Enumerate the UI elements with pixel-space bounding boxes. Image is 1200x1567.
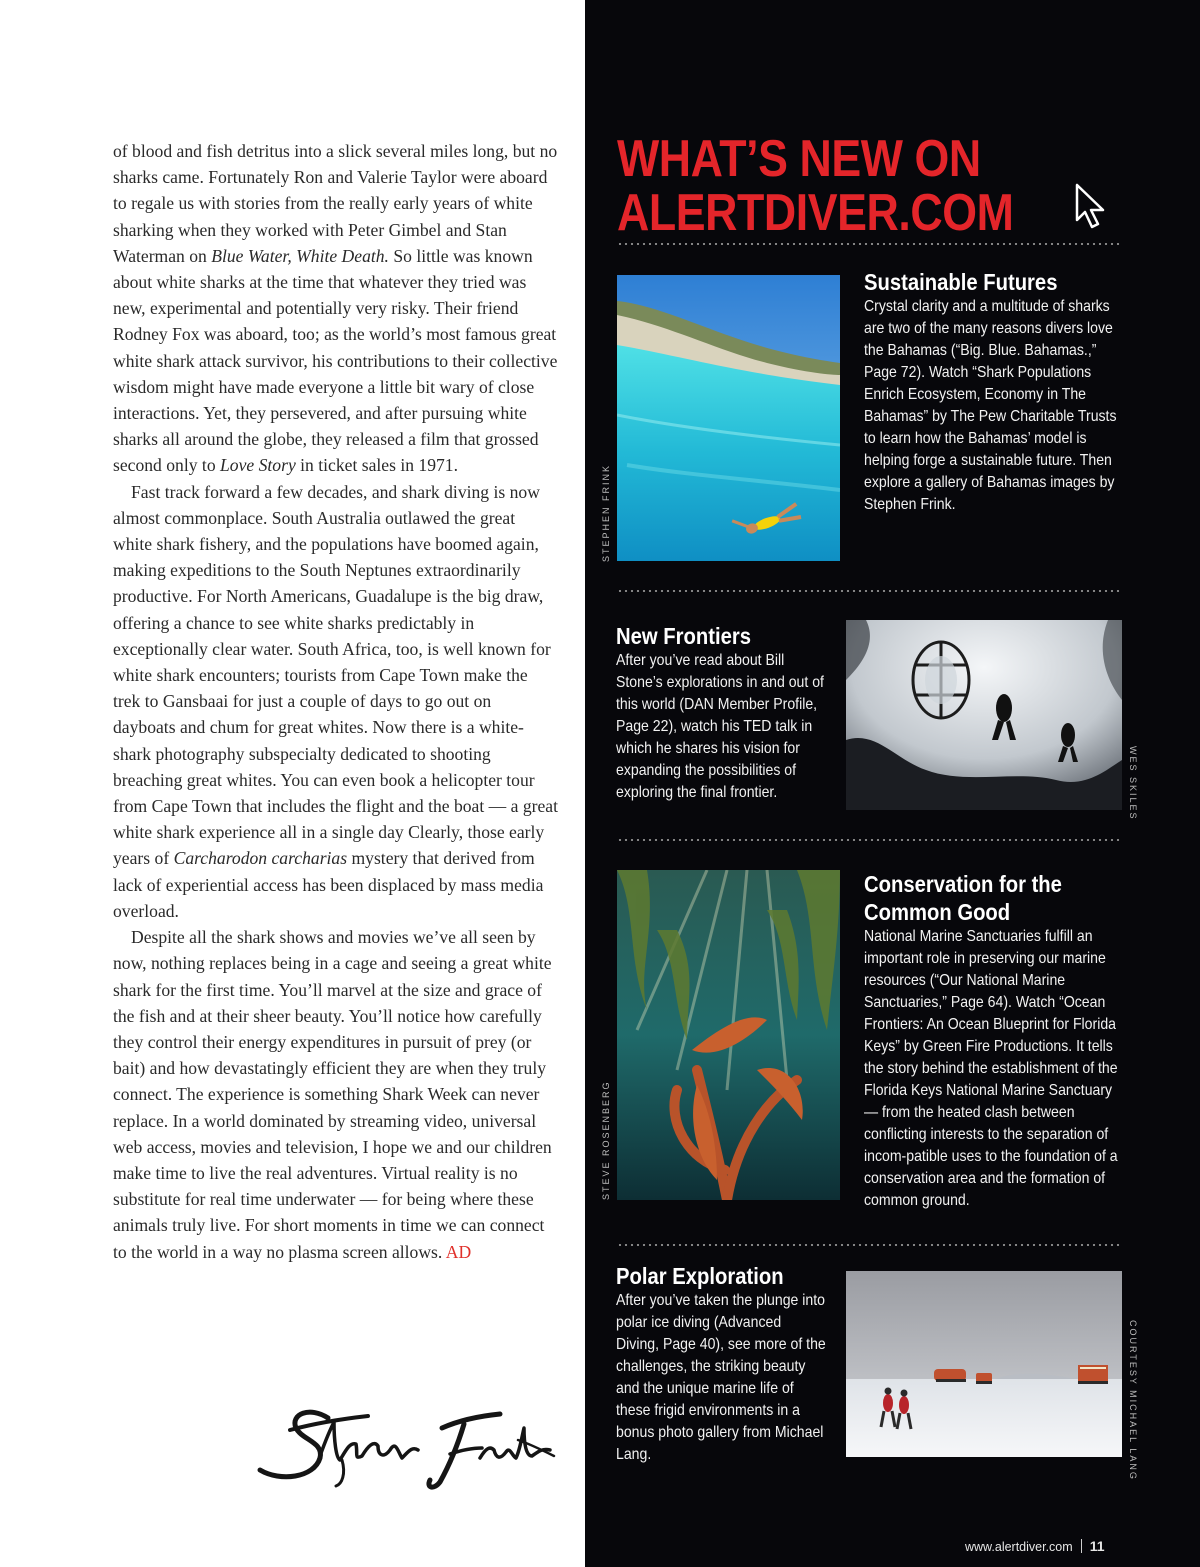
story-body: After you’ve taken the plunge into polar ice diving (Advanced Diving, Page 40), see more of the challenges, the striking beauty and the unique marine life of these frigid environments in a bonus photo gallery from Michael Lang. (616, 1292, 826, 1463)
polar-ice-camp-photo[interactable] (846, 1271, 1122, 1457)
bahamas-beach-photo[interactable] (617, 275, 840, 561)
page-number: 11 (1089, 1538, 1105, 1554)
article-text: Fast track forward a few decades, and shark diving is now almost commonplace. South Australia outlawed the great white shark fishery, and the populations have boomed again, making expeditions to the South Neptunes extraordinarily productive. For North Americans, Guadalupe is the big draw, offering a chance to see white sharks predictably in exceptionally clear water. South Africa, too, is well known for white shark encounters; tourists from Cape Town make the trek to Gansbaai for just a couple of days to go out on dayboats and chum for great whites. Now there is a white-shark photography subspecialty dedicated to shooting breaching great whites. You can even book a helicopter tour from Cape Town that includes the flight and the boat — a great white shark experience all in a single day Clearly, those early years of (113, 481, 559, 869)
story-title[interactable]: Polar Exploration (616, 1263, 784, 1289)
species-name: Carcharodon carcharias (173, 848, 348, 869)
cave-divers-photo[interactable] (846, 620, 1122, 810)
article-paragraph-3 (113, 924, 558, 1265)
whats-new-panel (585, 0, 1200, 1567)
story-polar-exploration (616, 1262, 866, 1466)
photo-credit: COURTESY MICHAEL LANG (1128, 1320, 1138, 1481)
dotted-divider (617, 243, 1120, 245)
article-paragraph-2 (113, 479, 558, 924)
article-text: So little was known about white sharks at the time that whatever they tried was new, experimental and potentially very risky. Their friend Rodney Fox was aboard, too; as the world’s most famous great white shark attack survivor, his contributions to their collective wisdom might have made everyone a little bit wary of close interactions. Yet, they persevered, and after pursuing white sharks all around the globe, they released a film that grossed second only to (113, 245, 558, 476)
film-title: Blue Water, White Death. (211, 245, 389, 266)
photo-credit: STEPHEN FRINK (601, 463, 611, 562)
photo-credit: STEVE ROSENBERG (601, 1080, 611, 1200)
article-text: Despite all the shark shows and movies we’ve all seen by now, nothing replaces being in a cage and seeing a great white shark for the first time. You’ll marvel at the size and grace of the fish and at their sheer beauty. You’ll notice how carefully they control their energy expenditures in pursuit of prey (or bait) and how devastatingly efficient they are when they truly connect. The experience is something Shark Week can never replace. In a world dominated by streaming video, universal web access, movies and television, I hope we and our children make time to live the real adventures. Virtual reality is no substitute for real time underwater — for being where these animals truly live. For short moments in time we can connect to the world in a way no plasma screen allows. (113, 927, 552, 1262)
dotted-divider (617, 839, 1120, 841)
dotted-divider (617, 1244, 1120, 1246)
article-paragraph-1 (113, 138, 558, 479)
film-title: Love Story (220, 455, 296, 476)
article-text: mystery that derived from lack of experiential access has been displaced by mass media overload. (113, 848, 544, 921)
article-column (113, 138, 558, 1265)
article-text: in ticket sales in 1971. (295, 455, 458, 476)
story-new-frontiers (616, 622, 866, 804)
end-mark: AD (445, 1241, 472, 1262)
story-title[interactable]: New Frontiers (616, 623, 751, 649)
footer-separator (1081, 1539, 1082, 1553)
headline-line: WHAT’S NEW ON (617, 130, 981, 188)
story-sustainable-futures (864, 268, 1154, 516)
photo-credit: WES SKILES (1128, 746, 1138, 821)
story-title[interactable]: Conservation for the (864, 871, 1062, 897)
footer-url[interactable]: www.alertdiver.com (965, 1540, 1073, 1554)
article-text: of blood and fish detritus into a slick several miles long, but no sharks came. Fortunately Ron and Valerie Taylor were aboard to regale us with stories from the really early years of white sharking when they worked with Peter Gimbel and Stan Waterman on (113, 141, 558, 266)
story-title[interactable]: Common Good (864, 899, 1011, 925)
story-body: After you’ve read about Bill Stone’s explorations in and out of this world (DAN Member Profile, Page 22), watch his TED talk in which he shares his vision for expanding the possibilities of exploring the final frontier. (616, 652, 824, 801)
signature-image (250, 1400, 560, 1500)
dotted-divider (617, 590, 1120, 592)
story-conservation (864, 870, 1164, 1212)
story-body: Crystal clarity and a multitude of sharks are two of the many reasons divers love the Bahamas (“Big. Blue. Bahamas.,” Page 72). Watch “Shark Populations Enrich Ecosystem, Economy in The Bahamas” by The Pew Charitable Trusts to learn how the Bahamas’ model is helping forge a sustainable future. Then explore a gallery of Bahamas images by Stephen Frink. (864, 298, 1117, 513)
page-footer (965, 1538, 1105, 1554)
mouse-cursor-icon (1073, 182, 1109, 232)
kelp-forest-photo[interactable] (617, 870, 840, 1200)
panel-headline (617, 130, 1014, 242)
story-title[interactable]: Sustainable Futures (864, 269, 1058, 295)
story-body: National Marine Sanctuaries fulfill an important role in preserving our marine resources (“Our National Marine Sanctuaries,” Page 64). Watch “Ocean Frontiers: An Ocean Blueprint for Florida Keys” by Green Fire Productions. It tells the story behind the establishment of the Florida Keys National Marine Sanctuary — from the heated clash between conflicting interests to the separation of incom-patible uses to the foundation of a conservation area and the formation of common ground. (864, 928, 1118, 1209)
headline-line: ALERTDIVER.COM (617, 184, 1014, 242)
